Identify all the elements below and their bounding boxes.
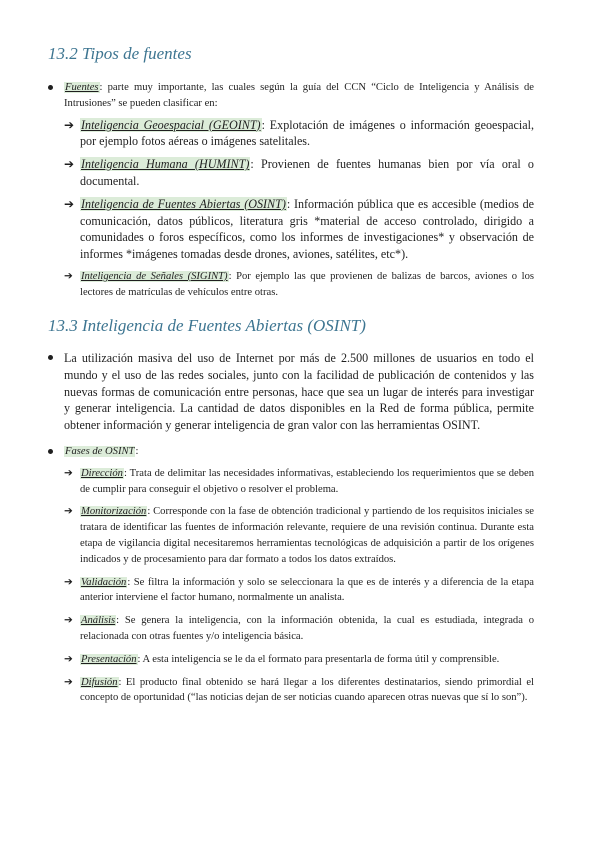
right-arrow-icon: ➔ bbox=[64, 576, 73, 588]
list-item-difusion bbox=[64, 675, 534, 707]
list-item-osint bbox=[64, 196, 534, 263]
sigint-text: : Por ejemplo las que provienen de balizas de barcos, aviones o los lectores de matrículas de vehículos entre otras. bbox=[80, 270, 534, 298]
list-item-validacion bbox=[64, 575, 534, 607]
right-arrow-icon: ➔ bbox=[64, 653, 73, 665]
term-difusion: Difusión bbox=[81, 676, 118, 688]
term-validacion: Validación bbox=[81, 576, 127, 588]
osint-list bbox=[48, 350, 534, 706]
monitorizacion-text: : Corresponde con la fase de obtención tradicional y partiendo de los requisitos iniciales se tratara de identificar las fuentes de información relevante, requiere de una revisión continua. Durante esta etapa de vigilancia digital necesitaremos herramientas tecnológicas de adquisición a partir de los orígenes indicados y de procesamiento para dar formato a todos los datos extraídos. bbox=[80, 506, 534, 565]
osint-text: : Información pública que es accesible (medios de comunicación, datos públicos, literatura gris *material de acceso controlado, dirigido a comunidades o foros específicos, como los informes de investigaciones* y observación de informes *imágenes tomadas desde drones, aviones, satélites, etc*). bbox=[80, 196, 534, 262]
bullet-icon bbox=[48, 449, 53, 454]
term-monitorizacion: Monitorización bbox=[81, 506, 147, 518]
right-arrow-icon: ➔ bbox=[64, 506, 73, 518]
term-direccion: Dirección bbox=[81, 467, 123, 479]
term-geoint: Inteligencia Geoespacial (GEOINT) bbox=[81, 117, 261, 132]
list-item-geoint bbox=[64, 117, 534, 151]
term-presentacion: Presentación bbox=[81, 653, 137, 665]
list-item-sigint bbox=[64, 269, 534, 301]
right-arrow-icon: ➔ bbox=[64, 196, 75, 211]
right-arrow-icon: ➔ bbox=[64, 467, 73, 479]
bullet-icon bbox=[48, 85, 53, 90]
list-item-analisis bbox=[64, 613, 534, 645]
term-sigint: Inteligencia de Señales (SIGINT) bbox=[81, 270, 228, 282]
list-item-fases bbox=[48, 444, 534, 706]
direccion-text: : Trata de delimitar las necesidades informativas, estableciendo los requerimientos que se deben de cumplir para conseguir el objetivo o resolver el problema. bbox=[80, 467, 534, 495]
right-arrow-icon: ➔ bbox=[64, 157, 75, 172]
term-osint: Inteligencia de Fuentes Abiertas (OSINT) bbox=[81, 196, 286, 211]
validacion-text: : Se filtra la información y solo se seleccionara la que es de interés y a diferencia de la etapa anterior interviene el factor humano, normalmente un analista. bbox=[80, 576, 534, 604]
term-fases: Fases de OSINT bbox=[65, 445, 135, 457]
fases-suffix: : bbox=[135, 445, 139, 457]
sources-sublist bbox=[64, 117, 534, 301]
geoint-text: : Explotación de imágenes o información geoespacial, por ejemplo fotos aéreas o imágenes satelitales. bbox=[80, 117, 534, 149]
phases-sublist bbox=[64, 466, 534, 706]
list-item-direccion bbox=[64, 466, 534, 498]
term-analisis: Análisis bbox=[81, 615, 116, 627]
list-item-presentacion bbox=[64, 652, 534, 668]
right-arrow-icon: ➔ bbox=[64, 117, 75, 132]
difusion-text: : El producto final obtenido se hará llegar a los diferentes destinatarios, siendo primordial el concepto de oportunidad (“las noticias dejan de ser noticias cuando aparecen otras nuevas que sí lo son”). bbox=[80, 676, 534, 704]
fuentes-text: : parte muy importante, las cuales según la guía del CCN “Ciclo de Inteligencia y Análisis de Intrusiones” se pueden clasificar en: bbox=[64, 82, 534, 109]
section-heading-osint: 13.3 Inteligencia de Fuentes Abiertas (OSINT) bbox=[48, 316, 366, 335]
right-arrow-icon: ➔ bbox=[64, 676, 73, 688]
list-item-humint bbox=[64, 156, 534, 190]
sources-list bbox=[48, 80, 534, 301]
term-humint: Inteligencia Humana (HUMINT) bbox=[81, 157, 250, 172]
bullet-icon bbox=[48, 355, 53, 360]
list-item-fuentes bbox=[48, 80, 534, 301]
right-arrow-icon: ➔ bbox=[64, 615, 73, 627]
fuentes-paragraph bbox=[64, 80, 534, 112]
right-arrow-icon: ➔ bbox=[64, 270, 73, 282]
presentacion-text: : A esta inteligencia se le da el formato para presentarla de forma útil y comprensible. bbox=[137, 653, 500, 665]
humint-text: : Provienen de fuentes humanas bien por vía oral o documental. bbox=[80, 157, 534, 188]
list-item-intro-paragraph bbox=[48, 350, 534, 434]
analisis-text: : Se genera la inteligencia, con la información obtenida, la cual es estudiada, integrada o relacionada con otras fuentes y/o inteligencia básica. bbox=[80, 615, 534, 642]
section-heading-tipos-fuentes: 13.2 Tipos de fuentes bbox=[48, 44, 192, 63]
list-item-monitorizacion bbox=[64, 504, 534, 567]
term-fuentes: Fuentes bbox=[65, 82, 99, 93]
osint-paragraph: La utilización masiva del uso de Internet por más de 2.500 millones de usuarios en todo el mundo y el uso de las redes sociales, junto con la facilidad de publicación de contenidos y las nuevas formas de comunicación entre personas, hace que sea un lugar de interés para investigar y generar inteligencia. La cantidad de datos disponibles en la Red de forma pública, permite obtener información y generar inteligencia de gran valor con las herramientas OSINT. bbox=[64, 351, 534, 433]
